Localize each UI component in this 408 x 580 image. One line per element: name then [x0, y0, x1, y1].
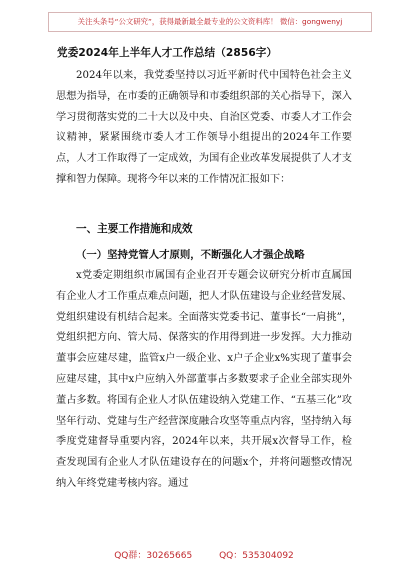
section-heading: 一、主要工作措施和成效: [76, 223, 193, 235]
qq-group-number: QQ群：30265665: [114, 551, 193, 561]
document-title: 党委2024年上半年人才工作总结（2856字）: [57, 47, 278, 59]
body-paragraph: x党委定期组织市属国有企业召开专题会议研究分析市直属国有企业人才工作重点难点问题，把人才队伍建设与企业经营发展、党组织建设有机结合起来。全面落实党委书记、董事长“一肩挑”，党组织把方向、管大局、保落实的作用得到进一步发挥。大力推动董事会应建尽建，监管x户一级企业、x户子企业x%实现了董事会应建尽建，其中x户应纳入外部董事占多数要求子企业全部实现外董占多数。将国有企业人才队伍建设纳入党建工作、“五基三化”攻坚年行动、党建与生产经营深度融合攻坚等重点内容，坚持纳入每季度党建督导重要内容，2024年以来，共开展x次督导工作，检查发现国有企业人才队伍建设存在的问题x个，并将问题整改情况纳入年终党建考核内容。通过: [56, 270, 352, 489]
qq-number: QQ：535304092: [219, 551, 294, 561]
intro-paragraph: 2024年以来，我党委坚持以习近平新时代中国特色社会主义思想为指导，在市委的正确领导和市委组织部的关心指导下，深入学习贯彻落实党的二十大以及中央、自治区党委、市委人才工作会议精神，紧紧围绕市委人才工作领导小组提出的2024年工作要点，人才工作取得了一定成效，为国有企业改革发展提供了人才支撑和智力保障。现将今年以来的工作情况汇报如下：: [56, 70, 352, 185]
subsection-heading: （一）坚持党管人才原则，不断强化人才强企战略: [76, 249, 305, 261]
header-banner: 关注头条号“公文研究”，获得最新最全最专业的公文资料库！ 微信：gongwenyj: [48, 12, 372, 32]
footer-contact: [0, 548, 408, 561]
